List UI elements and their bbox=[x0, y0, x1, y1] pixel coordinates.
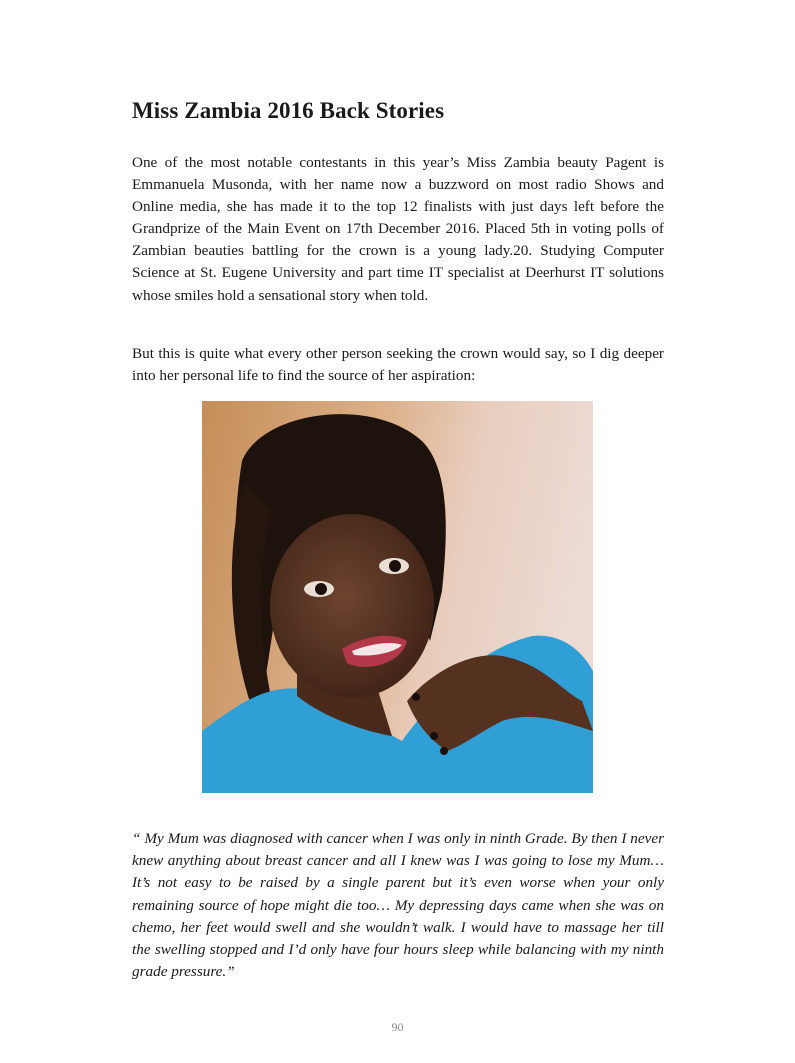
portrait-illustration bbox=[202, 401, 593, 793]
contestant-portrait-photo bbox=[202, 401, 593, 793]
article-title: Miss Zambia 2016 Back Stories bbox=[132, 98, 445, 123]
face bbox=[270, 514, 434, 698]
lead-in-paragraph: But this is quite what every other person seeking the crown would say, so I dig deeper into her personal life to find the source of her aspiration: bbox=[132, 345, 664, 385]
page-number: 90 bbox=[391, 1020, 404, 1034]
intro-paragraph: One of the most notable contestants in this year’s Miss Zambia beauty Pagent is Emmanuela Musonda, with her name now a buzzword on most radio Shows and Online media, she has made it to the top 12 finalists with just days left before the Grandprize of the Main Event on 17th December 2016. Placed 5th in voting polls of Zambian beauties battling for the crown is a young lady.20. Studying Computer Science at St. Eugene University and part time IT specialist at Deerhurst IT solutions whose smiles hold a sensational story when told. bbox=[132, 154, 664, 304]
contestant-quote: “ My Mum was diagnosed with cancer when I was only in ninth Grade. By then I never knew anything about breast cancer and all I knew was I was going to lose my Mum… It’s not easy to be raised by a single parent but it’s even worse when your only remaining source of hope might die too… My depressing days came when she was on chemo, her feet would swell and she wouldn’t walk. I would have to massage her till the swelling stopped and I’d only have four hours sleep while balancing with my ninth grade pressure.” bbox=[132, 830, 664, 981]
